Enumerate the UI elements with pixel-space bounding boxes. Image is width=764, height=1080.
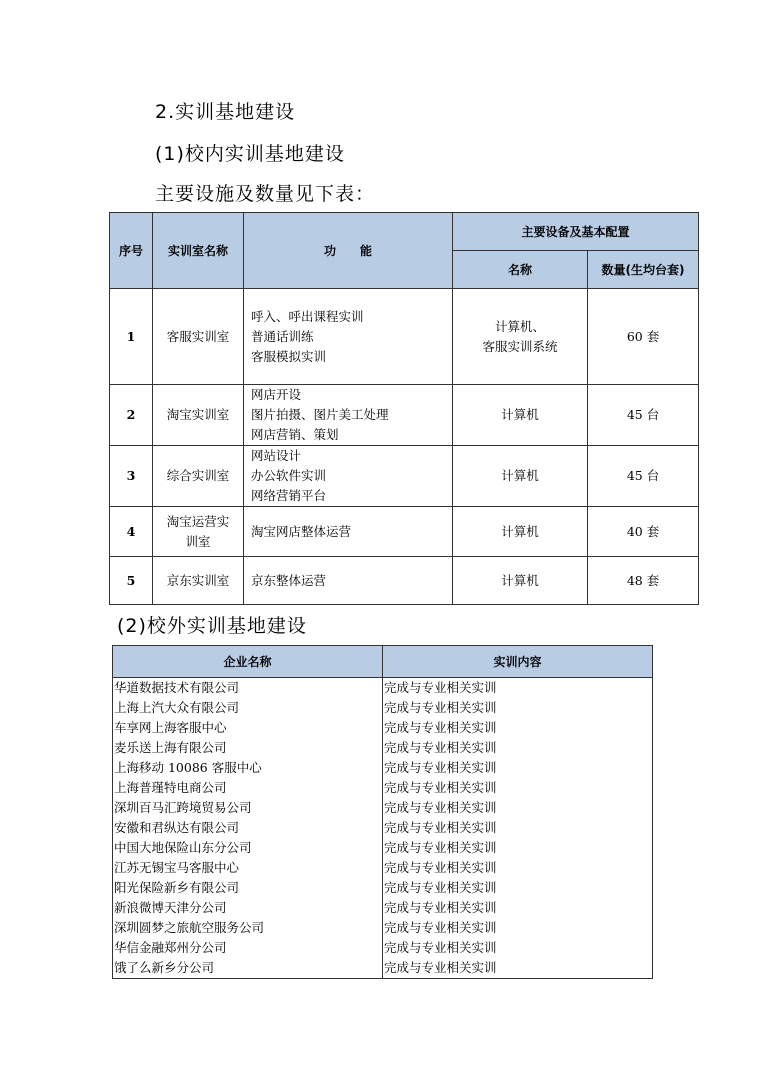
table-row (113, 778, 653, 798)
company-name: 麦乐送上海有限公司 (113, 738, 383, 758)
table-row (113, 738, 653, 758)
training-content: 完成与专业相关实训 (383, 738, 653, 758)
company-name: 新浪微博天津分公司 (113, 898, 383, 918)
table-row (113, 718, 653, 738)
training-content: 完成与专业相关实训 (383, 778, 653, 798)
function-list-line: 淘宝网店整体运营 (251, 523, 352, 539)
company-name: 上海上汽大众有限公司 (113, 698, 383, 718)
training-content: 完成与专业相关实训 (383, 918, 653, 938)
room-name (153, 289, 244, 385)
training-content: 完成与专业相关实训 (383, 718, 653, 738)
row-number: 3 (110, 446, 153, 507)
equipment-name-line: 计算机 (501, 468, 539, 483)
room-name (153, 385, 244, 446)
header-equip-qty: 数量(生均台套) (588, 251, 699, 289)
table-row (113, 838, 653, 858)
row-number: 4 (110, 507, 153, 557)
header-no: 序号 (110, 213, 153, 289)
intro-text: 主要设施及数量见下表： (155, 183, 376, 205)
company-name: 华道数据技术有限公司 (113, 678, 383, 699)
room-name-line: 训室 (185, 533, 211, 549)
function-list (244, 557, 453, 605)
room-name (153, 557, 244, 605)
function-list-line: 网店开设 (251, 387, 302, 402)
room-name-line: 京东实训室 (166, 572, 230, 588)
equipment-name-line: 计算机、 (494, 318, 545, 334)
training-content: 完成与专业相关实训 (383, 938, 653, 958)
equipment-name-line: 客服实训系统 (482, 338, 558, 354)
function-list (244, 385, 453, 446)
company-name: 车享网上海客服中心 (113, 718, 383, 738)
header-equipment-group: 主要设备及基本配置 (453, 213, 699, 251)
company-name: 安徽和君纵达有限公司 (113, 818, 383, 838)
header-function: 功 能 (244, 213, 453, 289)
company-name: 深圳圆梦之旅航空服务公司 (113, 918, 383, 938)
room-name (153, 507, 244, 557)
function-list-line: 网店营销、策划 (251, 427, 339, 442)
company-name: 上海普瑾特电商公司 (113, 778, 383, 798)
function-list-line: 呼入、呼出课程实训 (251, 308, 364, 324)
equipment-qty: 40 套 (588, 507, 699, 557)
equipment-qty: 48 套 (588, 557, 699, 605)
table-row (113, 798, 653, 818)
equipment-name (453, 446, 588, 507)
equipment-name-line: 计算机 (501, 523, 539, 539)
row-number: 5 (110, 557, 153, 605)
room-name-line: 淘宝实训室 (166, 407, 230, 422)
company-name: 阳光保险新乡有限公司 (113, 878, 383, 898)
row-number: 2 (110, 385, 153, 446)
equipment-name (453, 507, 588, 557)
table-row (113, 878, 653, 898)
function-list-line: 办公软件实训 (251, 468, 327, 483)
equipment-name (453, 385, 588, 446)
header-company: 企业名称 (113, 646, 383, 678)
header-content: 实训内容 (383, 646, 653, 678)
training-content: 完成与专业相关实训 (383, 798, 653, 818)
table-row (110, 446, 699, 507)
function-list (244, 446, 453, 507)
company-name: 中国大地保险山东分公司 (113, 838, 383, 858)
table-row (110, 507, 699, 557)
equipment-name (453, 557, 588, 605)
section-heading: 2.实训基地建设 (155, 101, 296, 123)
row-number: 1 (110, 289, 153, 385)
table-row (113, 818, 653, 838)
equipment-qty: 45 台 (588, 446, 699, 507)
room-name-line: 综合实训室 (166, 468, 230, 483)
training-content: 完成与专业相关实训 (383, 898, 653, 918)
equipment-name-line: 计算机 (501, 407, 539, 422)
table-row (113, 858, 653, 878)
company-name: 华信金融郑州分公司 (113, 938, 383, 958)
room-name-line: 淘宝运营实 (166, 513, 230, 529)
sub-heading-external: (2)校外实训基地建设 (117, 615, 307, 637)
sub-heading-internal: (1)校内实训基地建设 (155, 143, 345, 165)
table-row (110, 289, 699, 385)
equipment-name-line: 计算机 (501, 572, 539, 588)
training-content: 完成与专业相关实训 (383, 758, 653, 778)
training-content: 完成与专业相关实训 (383, 818, 653, 838)
table-row (113, 678, 653, 699)
table-row (110, 557, 699, 605)
external-bases-table (112, 645, 653, 979)
training-content: 完成与专业相关实训 (383, 958, 653, 979)
company-name: 饿了么新乡分公司 (113, 958, 383, 979)
internal-facilities-table (109, 212, 699, 605)
table-row (113, 938, 653, 958)
training-content: 完成与专业相关实训 (383, 858, 653, 878)
training-content: 完成与专业相关实训 (383, 678, 653, 699)
table-row (113, 898, 653, 918)
function-list (244, 289, 453, 385)
function-list (244, 507, 453, 557)
function-list-line: 图片拍摄、图片美工处理 (251, 407, 389, 422)
header-room: 实训室名称 (153, 213, 244, 289)
company-name: 深圳百马汇跨境贸易公司 (113, 798, 383, 818)
equipment-qty: 45 台 (588, 385, 699, 446)
equipment-qty: 60 套 (588, 289, 699, 385)
table-row (113, 758, 653, 778)
equipment-name (453, 289, 588, 385)
table-row (113, 698, 653, 718)
room-name (153, 446, 244, 507)
room-name-line: 客服实训室 (166, 328, 230, 344)
training-content: 完成与专业相关实训 (383, 878, 653, 898)
table-row (110, 385, 699, 446)
function-list-line: 普通话训练 (251, 328, 314, 344)
header-equip-name: 名称 (453, 251, 588, 289)
company-name: 上海移动 10086 客服中心 (113, 758, 383, 778)
training-content: 完成与专业相关实训 (383, 838, 653, 858)
function-list-line: 客服模拟实训 (251, 348, 327, 364)
function-list-line: 网站设计 (251, 448, 302, 463)
function-list-line: 京东整体运营 (251, 572, 327, 588)
function-list-line: 网络营销平台 (251, 488, 327, 503)
table-row (113, 958, 653, 979)
table-row (113, 918, 653, 938)
company-name: 江苏无锡宝马客服中心 (113, 858, 383, 878)
training-content: 完成与专业相关实训 (383, 698, 653, 718)
